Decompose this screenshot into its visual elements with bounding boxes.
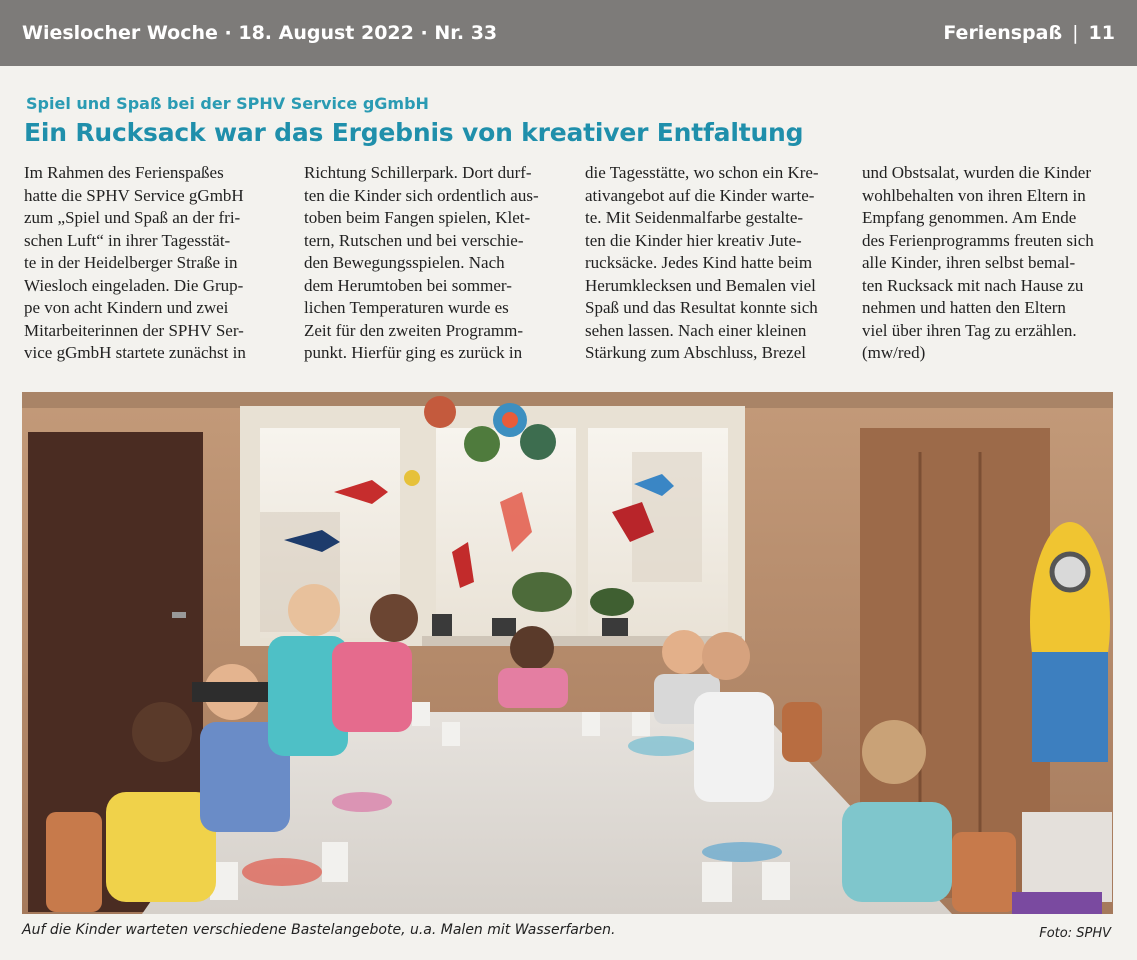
text-line: dem Herumtoben bei sommer- bbox=[304, 275, 512, 295]
text-line: Im Rahmen des Ferienspaßes bbox=[24, 163, 224, 182]
article-headline: Ein Rucksack war das Ergebnis von kreativer Entfaltung bbox=[24, 118, 804, 147]
photo-caption: Auf die Kinder warteten verschiedene Bastelangebote, u.a. Malen mit Wasserfarben. bbox=[22, 922, 616, 938]
text-line: tern, Rutschen und bei verschie- bbox=[304, 230, 524, 250]
chair bbox=[46, 812, 102, 912]
text-line: (mw/red) bbox=[862, 343, 926, 362]
text-line: des Ferienprogramms freuten sich bbox=[862, 230, 1094, 250]
text-line: ten Rucksack mit nach Hause zu bbox=[862, 275, 1084, 295]
text-line: toben beim Fangen spielen, Klet- bbox=[304, 208, 531, 227]
text-line: Stärkung zum Abschluss, Brezel bbox=[585, 343, 806, 362]
text-line: te. Mit Seidenmalfarbe gestalte- bbox=[585, 208, 804, 227]
article-photo bbox=[22, 392, 1113, 914]
text-line: ativangebot auf die Kinder warte- bbox=[585, 185, 815, 205]
text-line: ten die Kinder sich ordentlich aus- bbox=[304, 185, 539, 205]
article-column-3 bbox=[585, 162, 835, 365]
page-header bbox=[0, 0, 1137, 66]
text-line: te in der Heidelberger Straße in bbox=[24, 253, 238, 272]
text-line: Spaß und das Resultat konnte sich bbox=[585, 298, 818, 317]
text-line: Empfang genommen. Am Ende bbox=[862, 208, 1077, 227]
text-line: pe von acht Kindern und zwei bbox=[24, 298, 229, 317]
section-label bbox=[943, 22, 1115, 44]
article-column-4 bbox=[862, 162, 1115, 365]
text-line: sehen lassen. Nach einer kleinen bbox=[585, 320, 807, 340]
text-line: rucksäcke. Jedes Kind hatte beim bbox=[585, 253, 813, 272]
text-line: und Obstsalat, wurden die Kinder bbox=[862, 163, 1091, 182]
photo-credit: Foto: SPHV bbox=[1039, 926, 1111, 941]
text-line: die Tagesstätte, wo schon ein Kre- bbox=[585, 163, 819, 182]
text-line: Richtung Schillerpark. Dort durf- bbox=[304, 163, 532, 182]
article-kicker: Spiel und Spaß bei der SPHV Service gGmbH bbox=[26, 94, 429, 113]
text-line: Zeit für den zweiten Programm- bbox=[304, 320, 524, 340]
section-name: Ferienspaß bbox=[943, 22, 1063, 44]
text-line: punkt. Hierfür ging es zurück in bbox=[304, 343, 523, 362]
text-line: den Bewegungsspielen. Nach bbox=[304, 253, 505, 272]
text-line: nehmen und hatten den Eltern bbox=[862, 298, 1066, 317]
article-column-2 bbox=[304, 162, 559, 365]
article-column-1 bbox=[24, 162, 274, 365]
section-separator: | bbox=[1072, 22, 1079, 44]
text-line: viel über ihren Tag zu erzählen. bbox=[862, 320, 1077, 340]
text-line: Wiesloch eingeladen. Die Grup- bbox=[24, 275, 244, 295]
text-line: lichen Temperaturen wurde es bbox=[304, 298, 509, 317]
text-line: wohlbehalten von ihren Eltern in bbox=[862, 185, 1086, 205]
text-line: ten die Kinder hier kreativ Jute- bbox=[585, 230, 802, 250]
publication-info: Wieslocher Woche · 18. August 2022 · Nr. 33 bbox=[22, 22, 498, 44]
page-number: 11 bbox=[1088, 22, 1115, 44]
text-line: schen Luft“ in ihrer Tagesstät- bbox=[24, 230, 231, 250]
photo-scene bbox=[22, 392, 1113, 914]
paper-lantern bbox=[424, 396, 456, 428]
text-line: Mitarbeiterinnen der SPHV Ser- bbox=[24, 320, 244, 340]
text-line: zum „Spiel und Spaß an der fri- bbox=[24, 208, 241, 227]
text-line: Herumklecksen und Bemalen viel bbox=[585, 275, 816, 295]
text-line: alle Kinder, ihren selbst bemal- bbox=[862, 253, 1076, 272]
text-line: hatte die SPHV Service gGmbH bbox=[24, 185, 244, 205]
text-line: vice gGmbH startete zunächst in bbox=[24, 343, 246, 362]
